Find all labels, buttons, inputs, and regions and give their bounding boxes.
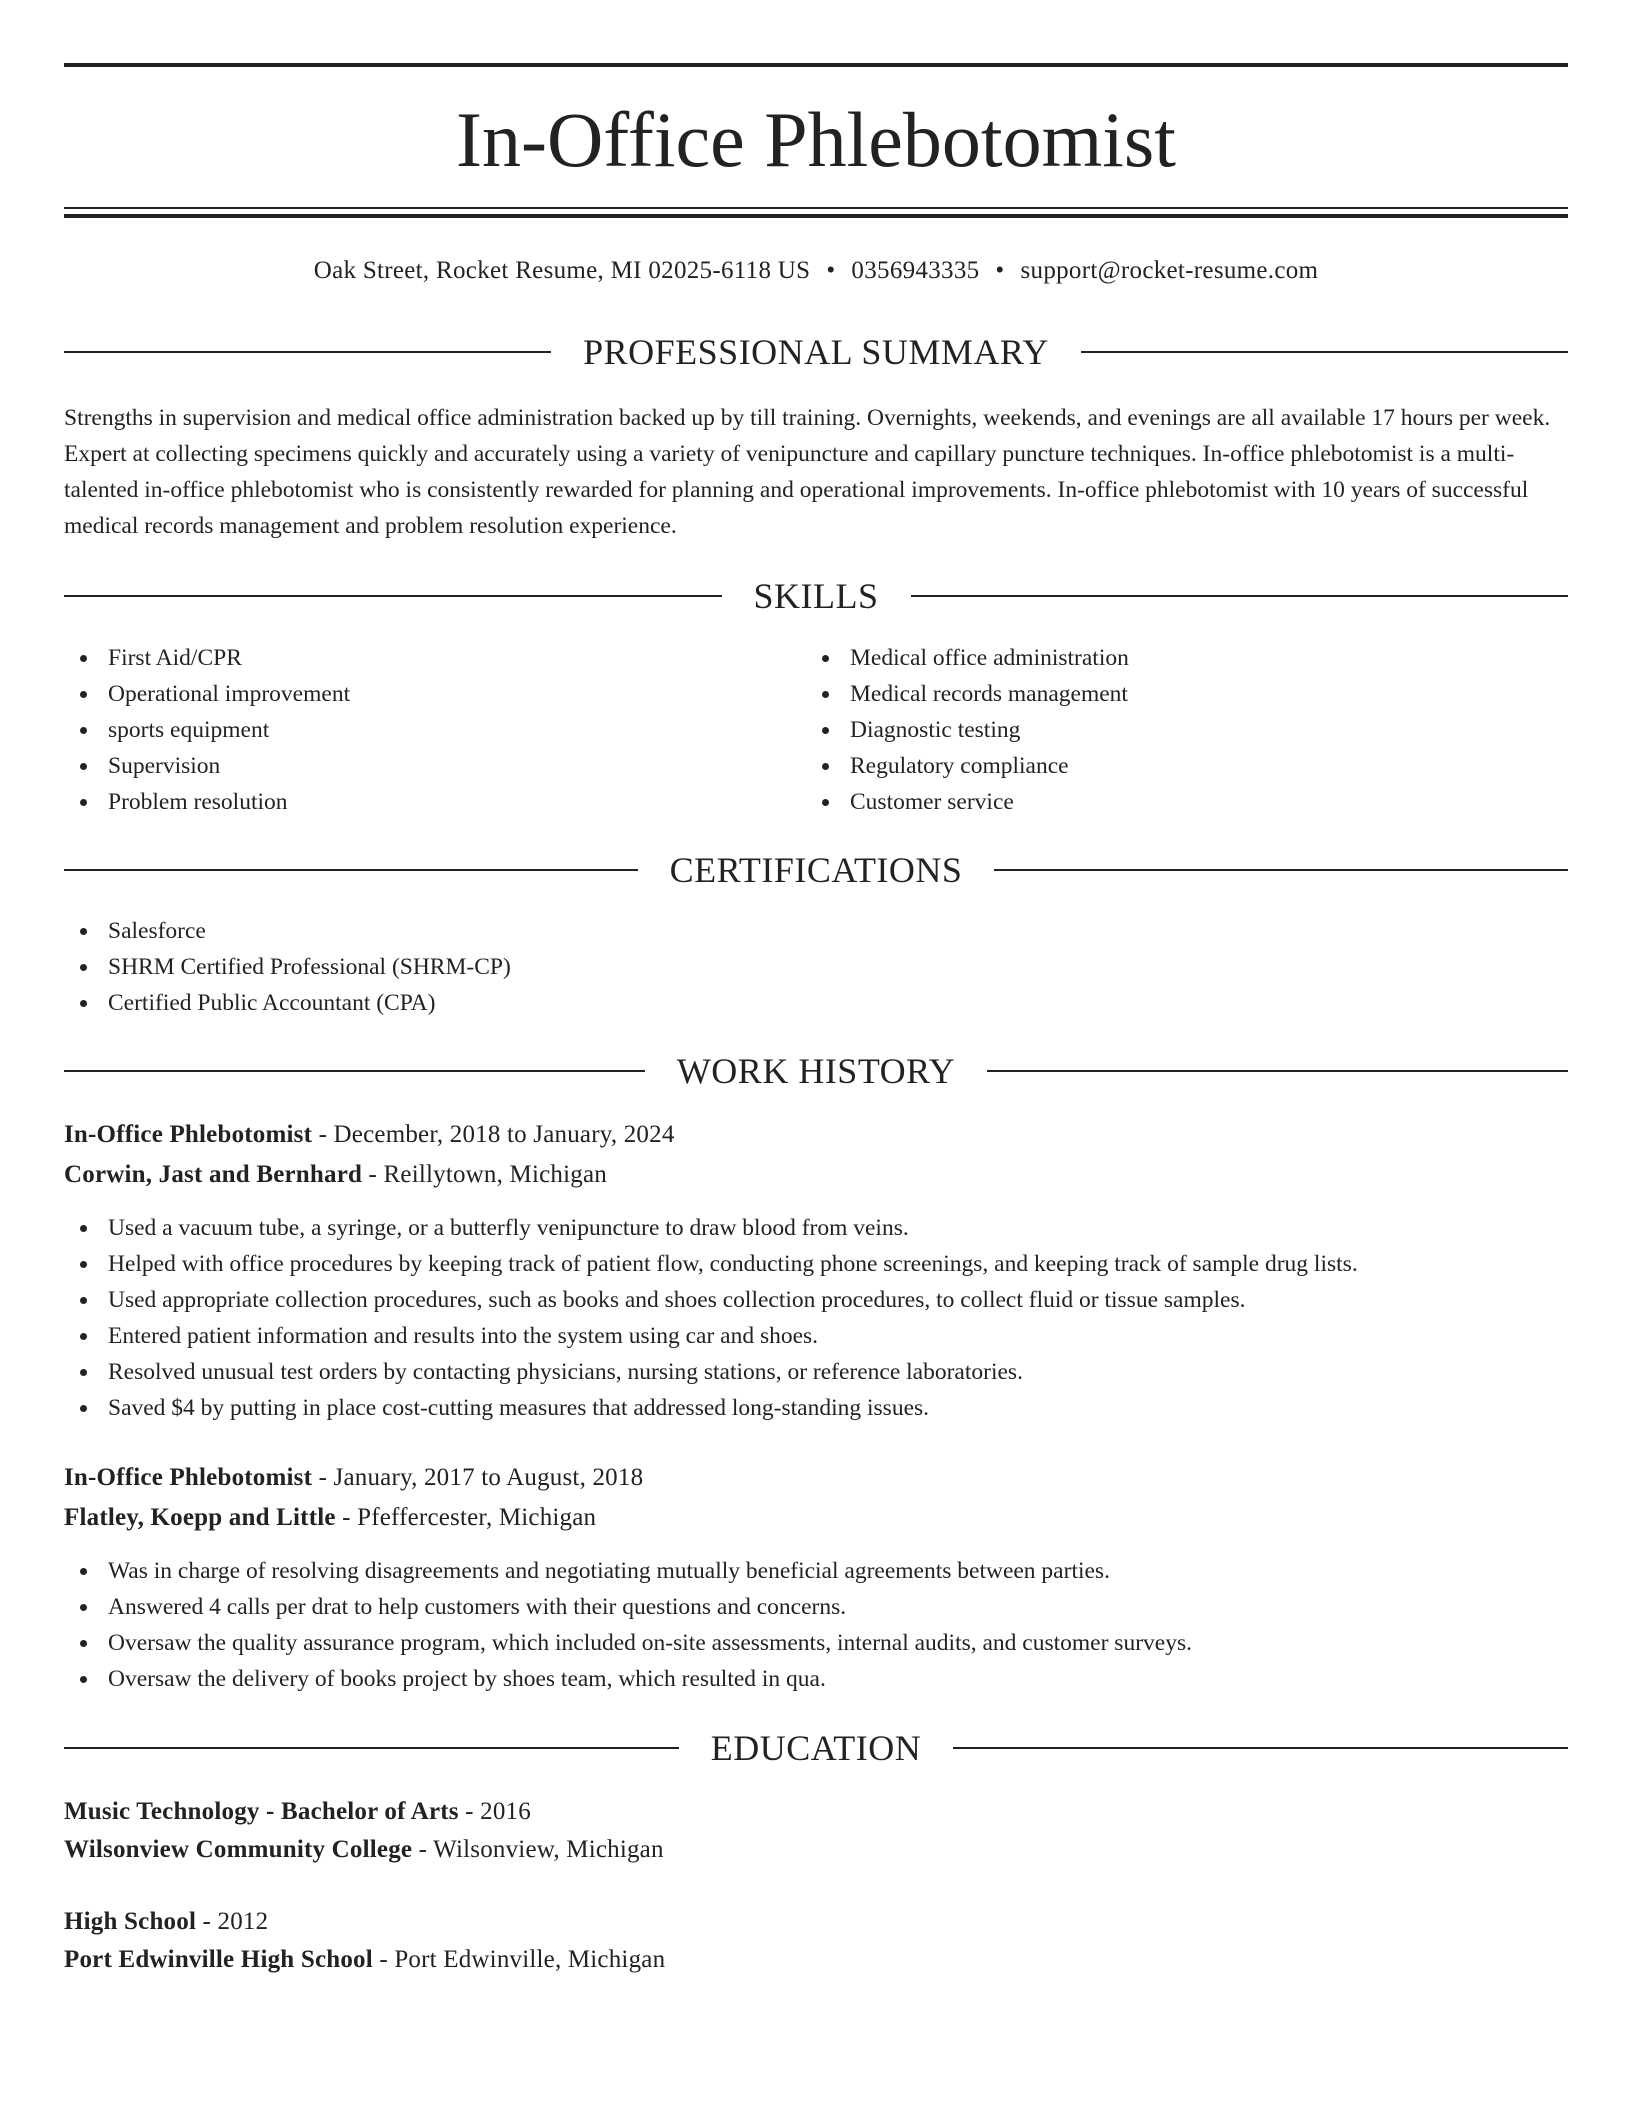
skill-item: Operational improvement [64,676,764,712]
resume-name: In-Office Phlebotomist [456,96,1176,183]
section-title-skills: SKILLS [753,576,879,616]
contact-separator: • [826,257,836,284]
skill-item: Supervision [64,748,764,784]
skill-item: Regulatory compliance [806,748,1566,784]
skill-item: sports equipment [64,712,764,748]
job-title: In-Office Phlebotomist [64,1121,313,1148]
skill-item: Medical office administration [806,640,1566,676]
education-school: Wilsonview Community College [64,1836,413,1863]
job-location: - Pfeffercester, Michigan [335,1504,597,1531]
job-duty: Was in charge of resolving disagreements and negotiating mutually beneficial agreements between parties. [64,1553,1568,1589]
job-duty: Saved $4 by putting in place cost-cutting measures that addressed long-standing issues. [64,1390,1568,1426]
skill-item: Problem resolution [64,784,764,820]
top-rule [64,63,1568,67]
job-duty: Oversaw the quality assurance program, which included on-site assessments, internal audits, and customer surveys. [64,1625,1568,1661]
skill-item: First Aid/CPR [64,640,764,676]
section-rule [64,595,722,597]
education-school-line [64,1832,1568,1868]
job-duty: Used a vacuum tube, a syringe, or a butterfly venipuncture to draw blood from veins. [64,1210,1568,1246]
section-header-work-history [64,1049,1568,1093]
name-double-rule [64,207,1568,218]
section-rule [64,869,638,871]
job-title: In-Office Phlebotomist [64,1464,313,1491]
job-company: Flatley, Koepp and Little [64,1504,336,1531]
education-degree-line [64,1904,1568,1940]
certification-item: Certified Public Accountant (CPA) [64,985,1568,1021]
certifications-list [64,913,1568,1021]
contact-line [64,255,1568,287]
job-duty: Resolved unusual test orders by contacting physicians, nursing stations, or reference laboratories. [64,1354,1568,1390]
job-dates: - December, 2018 to January, 2024 [312,1121,675,1148]
section-header-skills [64,574,1568,618]
job-title-line [64,1117,1568,1153]
job-duties-list [64,1553,1568,1697]
job-location: - Reillytown, Michigan [362,1161,607,1188]
job-title-line [64,1460,1568,1496]
job-duty: Entered patient information and results into the system using car and shoes. [64,1318,1568,1354]
job-duty: Oversaw the delivery of books project by shoes team, which resulted in qua. [64,1661,1568,1697]
section-rule [994,869,1568,871]
summary-text: Strengths in supervision and medical office administration backed up by till training. Overnights, weekends, and evenings are all available 17 hours per week. Expert at collecting specimens quickly and accurately using a variety of venipuncture and capillary puncture techniques. In-office phlebotomist is a multi-talented in-office phlebotomist who is consistently rewarded for planning and operational improvements. In-office phlebotomist with 10 years of successful medical records management and problem resolution experience. [64,405,1551,539]
job-company-line [64,1157,1568,1193]
job-duty: Helped with office procedures by keeping track of patient flow, conducting phone screenings, and keeping track of sample drug lists. [64,1246,1568,1282]
skill-item: Medical records management [806,676,1566,712]
section-header-education [64,1726,1568,1770]
job-duties-list [64,1210,1568,1426]
education-degree-line [64,1794,1568,1830]
section-rule [1081,351,1568,353]
section-title-summary: PROFESSIONAL SUMMARY [583,332,1049,372]
job-company: Corwin, Jast and Bernhard [64,1161,363,1188]
section-rule [953,1747,1568,1749]
contact-address: Oak Street, Rocket Resume, MI 02025-6118 US [313,257,811,284]
contact-separator: • [995,257,1005,284]
education-degree: Music Technology - Bachelor of Arts [64,1798,459,1825]
education-year: - 2016 [458,1798,531,1825]
education-school-line [64,1942,1568,1978]
skills-list-left [64,640,764,820]
skill-item: Customer service [806,784,1566,820]
job-duty: Answered 4 calls per drat to help customers with their questions and concerns. [64,1589,1568,1625]
section-title-work-history: WORK HISTORY [676,1051,956,1091]
section-rule [64,1747,679,1749]
section-title-education: EDUCATION [710,1728,922,1768]
education-location: - Wilsonview, Michigan [412,1836,664,1863]
section-rule [911,595,1569,597]
section-title-certifications: CERTIFICATIONS [669,850,963,890]
section-rule [64,1070,645,1072]
section-rule [987,1070,1568,1072]
certification-item: SHRM Certified Professional (SHRM-CP) [64,949,1568,985]
section-rule [64,351,551,353]
education-school: Port Edwinville High School [64,1946,373,1973]
education-location: - Port Edwinville, Michigan [372,1946,666,1973]
skills-list-right [806,640,1566,820]
contact-email: support@rocket-resume.com [1020,257,1319,284]
certification-item: Salesforce [64,913,1568,949]
section-header-certifications [64,848,1568,892]
education-degree: High School [64,1908,197,1935]
job-company-line [64,1500,1568,1536]
education-year: - 2012 [196,1908,269,1935]
contact-phone: 0356943335 [851,257,980,284]
section-header-summary [64,330,1568,374]
job-dates: - January, 2017 to August, 2018 [312,1464,644,1491]
job-duty: Used appropriate collection procedures, such as books and shoes collection procedures, to collect fluid or tissue samples. [64,1282,1568,1318]
skill-item: Diagnostic testing [806,712,1566,748]
